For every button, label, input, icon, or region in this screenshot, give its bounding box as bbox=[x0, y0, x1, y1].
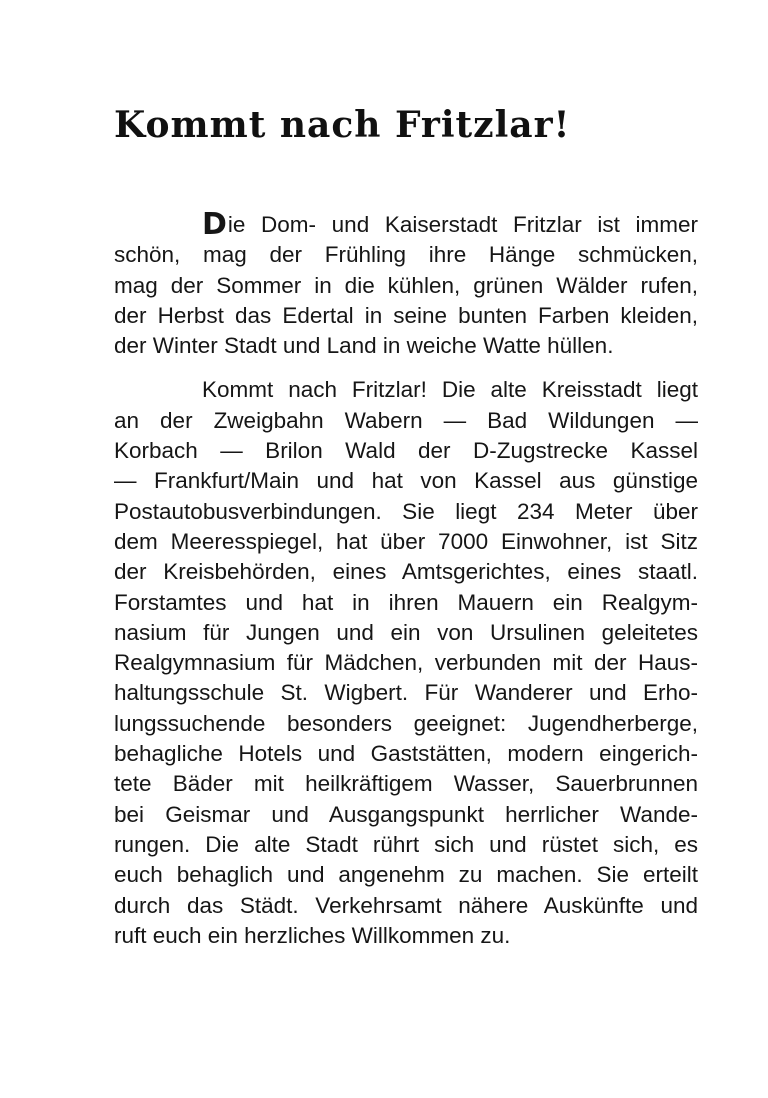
paragraph-line: ruft euch ein herzliches Willkommen zu. bbox=[114, 922, 511, 948]
paragraph-line: euch behaglich und angenehm zu machen. Sie erteilt bbox=[114, 862, 698, 888]
body-text bbox=[114, 207, 698, 951]
paragraph-line: bei Geismar und Ausgangspunkt herrlicher Wande- bbox=[114, 801, 698, 827]
paragraph-spacer bbox=[114, 361, 698, 375]
paragraph-line: durch das Städt. Verkehrsamt nähere Auskünfte und bbox=[114, 892, 698, 918]
paragraph-2 bbox=[114, 375, 698, 951]
paragraph-line: nasium für Jungen und ein von Ursulinen geleitetes bbox=[114, 619, 698, 645]
paragraph-line: mag der Sommer in die kühlen, grünen Wälder rufen, bbox=[114, 272, 698, 298]
paragraph-line: der Kreisbehörden, eines Amtsgerichtes, eines staatl. bbox=[114, 559, 698, 585]
paragraph-line: haltungsschule St. Wigbert. Für Wanderer und Erho- bbox=[114, 680, 698, 706]
paragraph-line-text: ie Dom- und Kaiserstadt Fritzlar ist immer bbox=[227, 212, 698, 237]
page-title: Kommt nach Fritzlar! bbox=[114, 104, 571, 146]
paragraph-1 bbox=[114, 207, 698, 361]
paragraph-line: rungen. Die alte Stadt rührt sich und rüstet sich, es bbox=[114, 831, 698, 857]
paragraph-line: der Herbst das Edertal in seine bunten Farben kleiden, bbox=[114, 302, 698, 328]
paragraph-line: an der Zweigbahn Wabern — Bad Wildungen — bbox=[114, 407, 698, 433]
drop-cap: D bbox=[202, 207, 227, 242]
paragraph-line: Forstamtes und hat in ihren Mauern ein Realgym- bbox=[114, 589, 698, 615]
paragraph-line: Korbach — Brilon Wald der D-Zugstrecke Kassel bbox=[114, 438, 698, 464]
paragraph-line: Postautobusverbindungen. Sie liegt 234 Meter über bbox=[114, 498, 698, 524]
paragraph-line: schön, mag der Frühling ihre Hänge schmücken, bbox=[114, 242, 698, 268]
paragraph-line: behagliche Hotels und Gaststätten, modern eingerich- bbox=[114, 741, 698, 767]
paragraph-line: dem Meeresspiegel, hat über 7000 Einwohner, ist Sitz bbox=[114, 528, 698, 554]
paragraph-line: tete Bäder mit heilkräftigem Wasser, Sauerbrunnen bbox=[114, 771, 698, 797]
paragraph-line: Kommt nach Fritzlar! Die alte Kreisstadt liegt bbox=[202, 377, 698, 403]
paragraph-line: lungssuchende besonders geeignet: Jugendherberge, bbox=[114, 710, 698, 736]
paragraph-line: Realgymnasium für Mädchen, verbunden mit der Haus- bbox=[114, 650, 698, 676]
paragraph-line: — Frankfurt/Main und hat von Kassel aus günstige bbox=[114, 468, 698, 494]
paragraph-line bbox=[114, 207, 698, 242]
paragraph-line: der Winter Stadt und Land in weiche Watte hüllen. bbox=[114, 333, 614, 359]
